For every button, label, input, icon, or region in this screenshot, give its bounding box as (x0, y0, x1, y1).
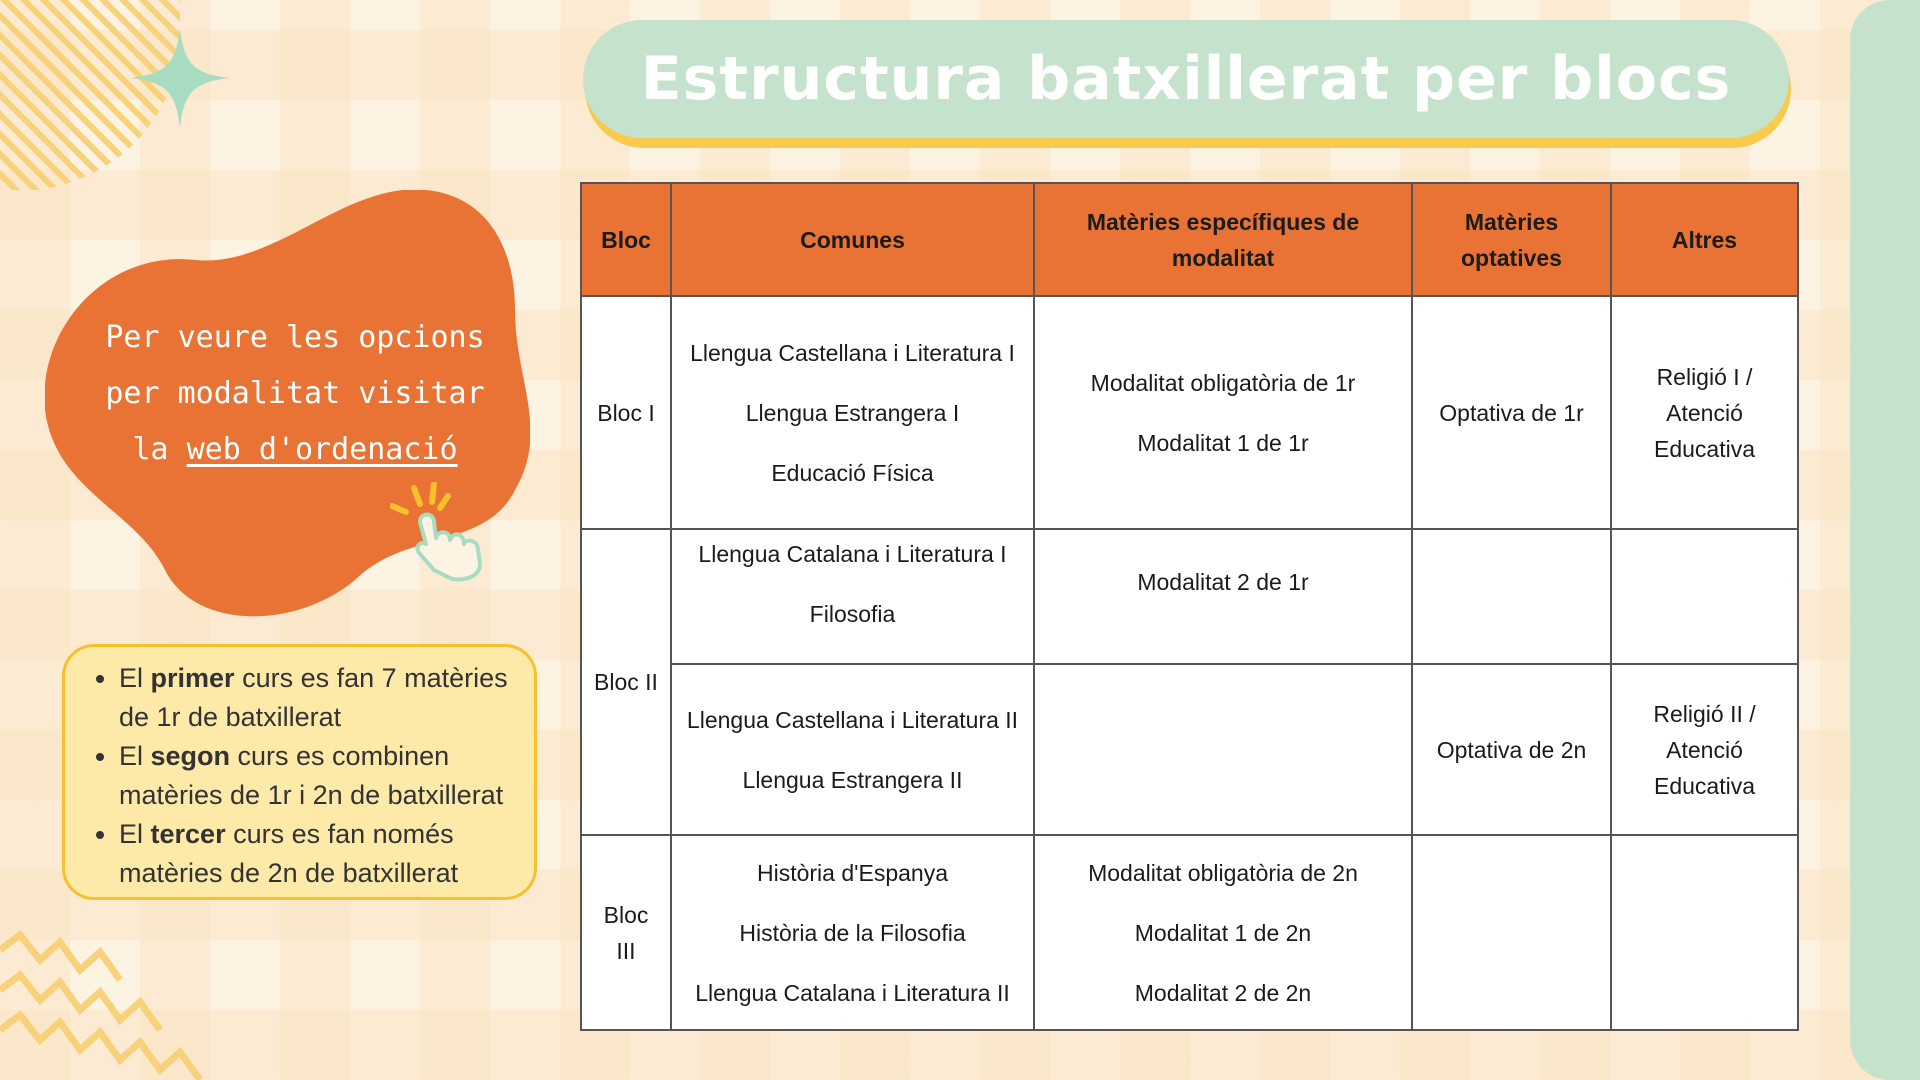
comunes-cell (671, 296, 1034, 529)
ordenacio-link[interactable]: web d'ordenació (186, 432, 458, 467)
especifiques-cell (1034, 529, 1412, 664)
subject: Llengua Castellana i Literatura II (686, 706, 1019, 733)
altres-cell: Religió I / Atenció Educativa (1611, 296, 1798, 529)
optatives-cell: Optativa de 1r (1412, 296, 1611, 529)
note-text: El (119, 741, 151, 771)
callout-text: Per veure les opcions per modalitat visitar la (105, 320, 485, 467)
modalitat-callout (100, 310, 490, 478)
note-text: curs es fan 7 matèries de 1r de batxillerat (119, 663, 508, 732)
subject: Llengua Catalana i Literatura I (698, 541, 1007, 567)
bloc-label: Bloc I (581, 296, 671, 529)
structure-table (580, 182, 1799, 1031)
empty-cell (1034, 664, 1412, 835)
altres-cell: Religió II / Atenció Educativa (1611, 664, 1798, 835)
course-info-box (62, 644, 537, 900)
empty-cell (1611, 529, 1798, 664)
note-item (119, 737, 520, 815)
page-title: Estructura batxillerat per blocs (640, 44, 1732, 114)
empty-cell (1412, 529, 1611, 664)
note-bold: segon (150, 741, 231, 771)
table-row (581, 529, 1798, 664)
zigzag-decoration (0, 930, 240, 1080)
subject: Modalitat obligatòria de 1r (1090, 369, 1356, 396)
subject: Llengua Castellana i Literatura I (690, 339, 1015, 366)
note-item (119, 659, 520, 737)
bloc-label: Bloc III (581, 835, 671, 1030)
subject: Modalitat obligatòria de 2n (1088, 859, 1358, 886)
side-panel (1850, 0, 1920, 1080)
especifiques-cell (1034, 835, 1412, 1030)
empty-cell (1611, 835, 1798, 1030)
subject: Modalitat 1 de 1r (1137, 429, 1309, 456)
subject: Modalitat 1 de 2n (1134, 919, 1312, 946)
header-comunes: Comunes (671, 183, 1034, 296)
sparkle-icon (130, 28, 230, 128)
note-item (119, 815, 520, 893)
note-bold: primer (150, 663, 235, 693)
empty-cell (1412, 835, 1611, 1030)
title-banner (583, 20, 1789, 138)
subject: Història de la Filosofia (739, 919, 966, 946)
course-notes-list (65, 659, 520, 893)
especifiques-cell (1034, 296, 1412, 529)
comunes-cell (671, 529, 1034, 664)
table-row (581, 296, 1798, 529)
subject: Llengua Catalana i Literatura II (695, 979, 1010, 1006)
table-row (581, 664, 1798, 835)
header-especifiques: Matèries específiques de modalitat (1034, 183, 1412, 296)
subject: Filosofia (809, 601, 896, 627)
note-text: curs es combinen matèries de 1r i 2n de batxillerat (119, 741, 504, 810)
subject: Llengua Estrangera II (742, 766, 963, 793)
structure-table-wrapper (580, 182, 1799, 1031)
note-text: curs es fan només matèries de 2n de batxillerat (119, 819, 459, 888)
note-text: El (119, 663, 151, 693)
optatives-cell: Optativa de 2n (1412, 664, 1611, 835)
pointing-hand-icon (390, 482, 500, 582)
note-bold: tercer (150, 819, 226, 849)
subject: Llengua Estrangera I (745, 399, 960, 426)
table-row (581, 835, 1798, 1030)
header-altres: Altres (1611, 183, 1798, 296)
subject: Història d'Espanya (756, 859, 949, 886)
header-bloc: Bloc (581, 183, 671, 296)
subject: Modalitat 2 de 1r (1137, 569, 1309, 595)
comunes-cell (671, 835, 1034, 1030)
note-text: El (119, 819, 151, 849)
subject: Educació Física (771, 459, 934, 486)
table-header-row (581, 183, 1798, 296)
bloc-label: Bloc II (581, 529, 671, 835)
comunes-cell (671, 664, 1034, 835)
subject: Modalitat 2 de 2n (1134, 979, 1312, 1006)
header-optatives: Matèries optatives (1412, 183, 1611, 296)
